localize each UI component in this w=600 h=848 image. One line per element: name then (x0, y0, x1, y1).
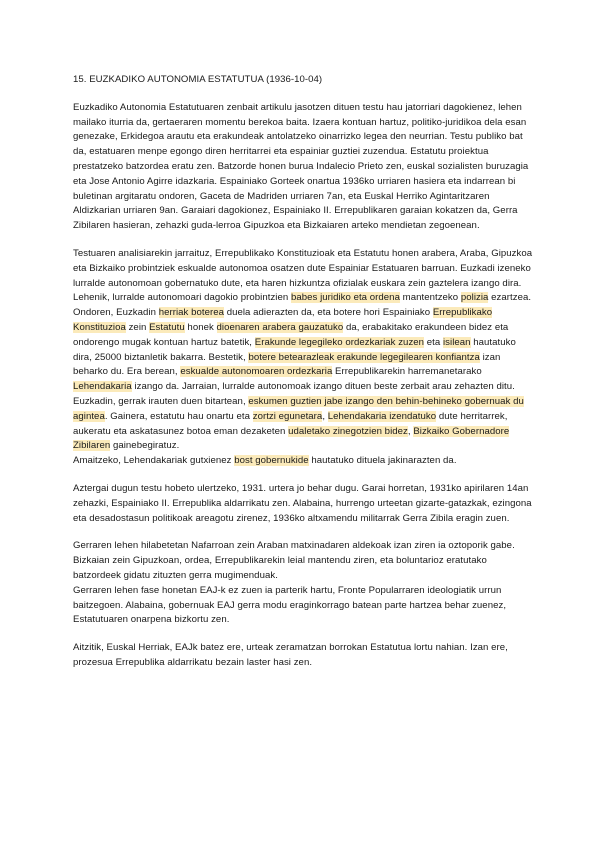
paragraph-historical-context: Aztergai dugun testu hobeto ulertzeko, 1931. urtera jo behar dugu. Garai horretan, 1931ko apirilaren 14an zehazki, Espainiako II. Errepublika aldarrikatu zen. Alabaina, hurrengo urteetan gizarte-gatazkak, ezingona eta desadostasun politikoak areagotu zirenez, 1936ko altxamendu militarrak Gerra Zibila eragin zuen. (73, 482, 532, 524)
analysis-sentence-ministers: Amaitzeko, Lehendakariak gutxienez bost gobernukide hautatuko dituela jakinarazten da. (73, 455, 457, 467)
highlight-legal-protection: babes juridiko eta ordena (290, 292, 400, 304)
war-sentence-first-months: Gerraren lehen hilabetetan Nafarroan zein Araban matxinadaren aldekoak izan ziren ia oztoporik gabe. Bizkaian zein Gipuzkoan, ordea, Errepublikarekin leial mantendu ziren, eta boluntarioz eratutako batzordeek gidatu zituzten gerra mugimenduak. (73, 540, 515, 581)
war-sentence-eaj: Gerraren lehen fase honetan EAJ-k ez zuen ia parterik hartu, Fronte Popularraren ideologiatik urrun baitzegoen. Alabaina, gobernuak EAJ gerra modu eraginkorrago batean parte hartzea behar zuenez, Estatutuaren onarpena bizkortu zen. (73, 584, 507, 626)
paragraph-war-context (73, 539, 535, 628)
highlight-appoint-lehendakaria: Lehendakaria izendatuko (327, 410, 437, 422)
highlight-secret-vote: isilean (442, 336, 471, 348)
analysis-sentence-police: Lehenik, lurralde autonomoari dagokio probintzien babes juridiko eta ordena mantentzeko polizia ezartzea. (73, 292, 532, 304)
highlight-constitution: Errepublikako Konstituzioa (73, 307, 493, 333)
paragraph-conclusion: Aitzitik, Euskal Herriak, EAJk batez ere, urteak zeramatzan borrokan Estatutua lortu nahian. Izan ere, prozesua Errepublika aldarrikatu bezain laster hasi zen. (73, 642, 508, 668)
paragraph-text-analysis (73, 247, 535, 469)
document-title: 15. EUZKADIKO AUTONOMIA ESTATUTUA (1936-10-04) (73, 74, 323, 85)
highlight-legislative-representatives: Erakunde legegileko ordezkariak zuzen (254, 336, 425, 348)
analysis-sentence-powers: Ondoren, Euzkadin herriak boterea duela adierazten da, eta botere hori Espainiako Errepublikako Konstituzioa zein Estatutu honek dioenaren arabera gauzatuko da, erabakitako erakundeen bidez eta ondorengo mugak kontuan hartuz batetik, Erakunde legegileko ordezkariak zuzen eta isilean hautatuko dira, 25000 biztanletik bakarra. Bestetik, botere betearazleak erakunde legegilearen konfiantza izan beharko du. Era berean, eskualde autonomoaren ordezkaria Errepublikarekin harremanetarako Lehendakaria izango da. Jarraian, lurralde autonomoak izango dituen beste zerbait arau zehazten ditu. Euzkadin, gerrak irauten duen bitartean, eskumen guztien jabe izango den behin-behineko gobernuak du agintea. Gainera, estatutu hau onartu eta zortzi egunetara, Lehendakaria izendatuko dute herritarrek, aukeratu eta askatasunez botoa eman dezaketen udaletako zinegotzien bidez, Bizkaiko Gobernadore Zibilaren gainebegiratuz. (73, 307, 524, 452)
highlight-provisional-government: eskumen guztien jabe izango den behin-behineko gobernuak du agintea (73, 395, 524, 422)
highlight-five-ministers: bost gobernukide (234, 455, 309, 467)
highlight-people-power: herriak boterea (158, 307, 224, 319)
highlight-eight-days: zortzi egunetara (252, 410, 323, 422)
highlight-executive-confidence: botere betearazleak erakunde legegilearen konfiantza (248, 351, 480, 363)
highlight-civil-governor: Bizkaiko Gobernadore Zibilaren (73, 425, 510, 452)
highlight-according-to: dioenaren arabera gauzatuko (216, 321, 344, 333)
highlight-councillors: udaletako zinegotzien bidez (288, 425, 408, 437)
highlight-lehendakaria: Lehendakaria (73, 381, 132, 393)
highlight-statute: Estatutu (149, 321, 185, 333)
paragraph-source-context: Euzkadiko Autonomia Estatutuaren zenbait artikulu jasotzen dituen testu hau jatorriari dagokienez, lehen mailako iturria da, gertaeraren momentu berekoa baita. Izaera kontuan hartuz, politiko-juridikoa dela esan genezake, Erkidegoa arautu eta erakundeak antolatzeko oinarrizko legea den neurrian. Testu publiko bat da, estatuaren menpe egongo diren herritarrei eta espainiar guztiei zuzendua. Estatutu proiektua prestatzeko batzordea eratu zen. Batzorde honen burua Indalecio Prieto zen, euskal sozialisten buruzagia eta Jose Antonio Agirre idazkaria. Espainiako Gorteek onartua 1936ko urriaren hasiera eta indarrean bi buletinan argitaratu ondoren, Gaceta de Madriden urriaren 7an, eta Euskal Herriko Agintaritzaren Aldizkarian urriaren 9an. Garaiari dagokionez, Espainiako II. Errepublikaren garaian kokatzen da, Gerra Zibilaren hasieran, zehazki guda-lerroa Gipuzkoa eta Bizkaiaren arteko mendietan zegoenean. (73, 101, 529, 232)
document-body (73, 73, 535, 684)
highlight-police: polizia (460, 292, 489, 304)
analysis-sentence-territory: Testuaren analisiarekin jarraituz, Errepublikako Konstituzioak eta Estatutu honen arabera, Araba, Gipuzkoa eta Bizkaiko probintziek eskualde autonomoa osatzen dute Espainiar Estatuaren barruan. Euzkadi izeneko lurralde autonomoan gobernatuko dute, eta haren hizkuntza ofizialak euskara zein gaztelera izango dira. (73, 247, 533, 289)
highlight-region-representative: eskualde autonomoaren ordezkaria (180, 366, 333, 378)
